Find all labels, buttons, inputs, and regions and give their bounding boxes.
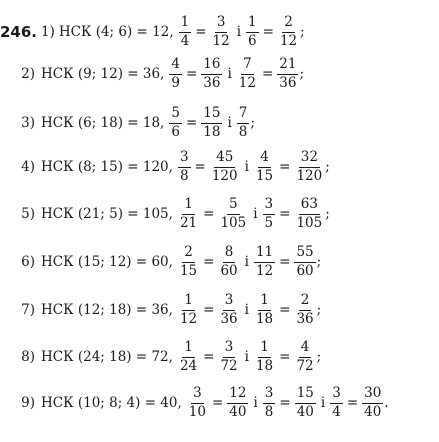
numerator: 3 [263,387,276,404]
line-end-punctuation: ; [299,66,305,82]
numerator: 1 [182,341,195,358]
line-end-punctuation: . [384,395,389,411]
numerator: 1 [182,198,195,215]
numerator: 1 [258,341,271,358]
numerator: 16 [201,58,222,75]
fraction [263,387,276,419]
denominator: 36 [296,310,314,327]
denominator: 36 [279,74,297,91]
numerator: 3 [191,387,204,404]
numerator: 1 [182,294,195,311]
solution-line [0,242,321,282]
numerator: 3 [263,198,276,215]
numerator: 2 [282,16,295,33]
numerator: 15 [201,107,222,124]
numerator: 55 [294,246,315,263]
denominator: 72 [296,357,314,374]
denominator: 15 [255,167,274,184]
fraction [294,294,315,326]
denominator: 6 [171,123,180,140]
numerator: 63 [299,198,320,215]
numerator: 3 [215,16,228,33]
equals-sign: = [185,66,198,82]
equals-sign: = [279,395,291,411]
lcm-expression: НСК (8; 15) = 120, [41,159,173,175]
denominator: 8 [179,167,189,184]
numerator: 3 [178,151,191,168]
fraction [169,58,182,90]
lcm-expression: НСК (4; 6) = 12, [58,24,174,40]
fraction [237,58,258,90]
numerator: 3 [223,294,236,311]
fraction [178,341,199,373]
fraction [278,16,299,48]
line-label: 1) [41,24,55,40]
fraction [178,246,199,278]
lcm-expression: НСК (15; 12) = 60, [41,254,173,270]
line-label: 3) [21,115,35,131]
denominator: 40 [229,403,247,420]
denominator: 12 [255,262,274,279]
fraction [277,58,298,90]
equals-sign: = [195,24,207,40]
denominator: 24 [179,357,198,374]
denominator: 6 [248,32,257,49]
line-end-punctuation: ; [316,349,322,365]
fraction [178,294,199,326]
numerator: 2 [299,294,312,311]
fraction [178,198,199,230]
problem-number: 246. [0,23,38,41]
line-label: 4) [21,159,35,175]
denominator: 40 [296,403,314,420]
equals-sign: = [203,349,215,365]
fraction [179,16,192,48]
denominator: 60 [296,262,314,279]
numerator: 21 [277,58,298,75]
numerator: 2 [182,246,195,263]
equals-sign: = [346,395,359,411]
line-label: 6) [21,254,35,270]
solution-line [0,337,321,377]
fraction [294,341,315,373]
denominator: 12 [179,310,198,327]
numerator: 12 [227,387,248,404]
line-label: 9) [21,395,35,411]
numerator: 4 [169,58,182,75]
solution-line [0,147,330,187]
numerator: 1 [179,16,192,33]
equals-sign: = [279,206,291,222]
equals-sign: = [203,302,215,318]
connector-word: і [227,66,232,82]
denominator: 36 [220,310,238,327]
denominator: 105 [220,214,247,231]
denominator: 105 [296,214,323,231]
denominator: 9 [171,74,180,91]
connector-word: і [244,349,249,365]
lcm-expression: НСК (9; 12) = 36, [41,66,165,82]
fraction [237,107,250,139]
denominator: 5 [264,214,274,231]
equals-sign: = [211,395,224,411]
lcm-expression: НСК (21; 5) = 105, [41,206,173,222]
numerator: 11 [254,246,275,263]
line-end-punctuation: ; [250,115,255,131]
connector-word: і [253,206,258,222]
fraction [294,198,324,230]
fraction [295,387,316,419]
lcm-expression: НСК (12; 18) = 36, [41,302,173,318]
numerator: 32 [299,151,320,168]
denominator: 120 [296,167,323,184]
line-end-punctuation: ; [300,24,305,40]
connector-word: і [236,24,242,40]
fraction [218,246,239,278]
numerator: 1 [246,16,259,33]
denominator: 120 [211,167,238,184]
fraction [211,16,232,48]
denominator: 12 [238,74,256,91]
solution-line [0,54,304,94]
fraction [218,294,239,326]
fraction [362,387,383,419]
denominator: 10 [188,403,206,420]
numerator: 15 [295,387,316,404]
equals-sign: = [262,24,274,40]
numerator: 8 [223,246,236,263]
denominator: 18 [255,310,274,327]
line-label: 2) [21,66,35,82]
numerator: 1 [258,294,271,311]
numerator: 7 [237,107,250,124]
denominator: 18 [203,123,221,140]
lcm-expression: НСК (10; 8; 4) = 40, [41,395,182,411]
line-end-punctuation: ; [316,254,322,270]
fraction [330,387,343,419]
line-label: 8) [21,349,35,365]
solution-line [0,290,321,330]
denominator: 4 [332,403,341,420]
numerator: 3 [330,387,343,404]
denominator: 15 [179,262,198,279]
fraction [218,198,248,230]
equals-sign: = [185,115,198,131]
fraction [201,58,222,90]
lcm-expression: НСК (6; 18) = 18, [41,115,165,131]
equals-sign: = [261,66,274,82]
line-end-punctuation: ; [325,159,330,175]
fraction [254,246,275,278]
fraction [178,151,191,183]
denominator: 12 [279,32,298,49]
equals-sign: = [279,254,291,270]
numerator: 4 [258,151,271,168]
denominator: 4 [180,32,190,49]
line-end-punctuation: ; [325,206,330,222]
equals-sign: = [279,349,291,365]
denominator: 21 [179,214,198,231]
fraction [294,246,315,278]
solution-line [0,194,330,234]
solution-line [0,383,389,423]
connector-word: і [244,254,249,270]
numerator: 7 [241,58,254,75]
denominator: 72 [220,357,238,374]
equals-sign: = [194,159,206,175]
fraction [254,294,275,326]
fraction [187,387,208,419]
fraction [294,151,324,183]
numerator: 4 [299,341,312,358]
solution-line [0,103,255,143]
connector-word: і [244,159,249,175]
denominator: 8 [238,123,248,140]
fraction [218,341,239,373]
line-label: 5) [21,206,35,222]
line-end-punctuation: ; [316,302,322,318]
line-label: 7) [21,302,35,318]
numerator: 45 [214,151,235,168]
fraction [201,107,222,139]
solution-line [0,12,305,52]
numerator: 5 [227,198,240,215]
fraction [227,387,248,419]
fraction [246,16,259,48]
equals-sign: = [279,159,291,175]
connector-word: і [244,302,249,318]
denominator: 36 [203,74,221,91]
numerator: 30 [362,387,383,404]
connector-word: і [320,395,326,411]
fraction [263,198,276,230]
numerator: 5 [169,107,182,124]
denominator: 12 [212,32,230,49]
fraction [254,341,275,373]
lcm-expression: НСК (24; 18) = 72, [41,349,173,365]
numerator: 3 [223,341,236,358]
connector-word: і [253,395,258,411]
denominator: 60 [220,262,238,279]
denominator: 8 [264,403,274,420]
connector-word: і [227,115,232,131]
denominator: 18 [255,357,274,374]
equals-sign: = [203,206,215,222]
fraction [169,107,182,139]
fraction [210,151,240,183]
fraction [254,151,275,183]
equals-sign: = [203,254,215,270]
equals-sign: = [279,302,291,318]
denominator: 40 [364,403,382,420]
